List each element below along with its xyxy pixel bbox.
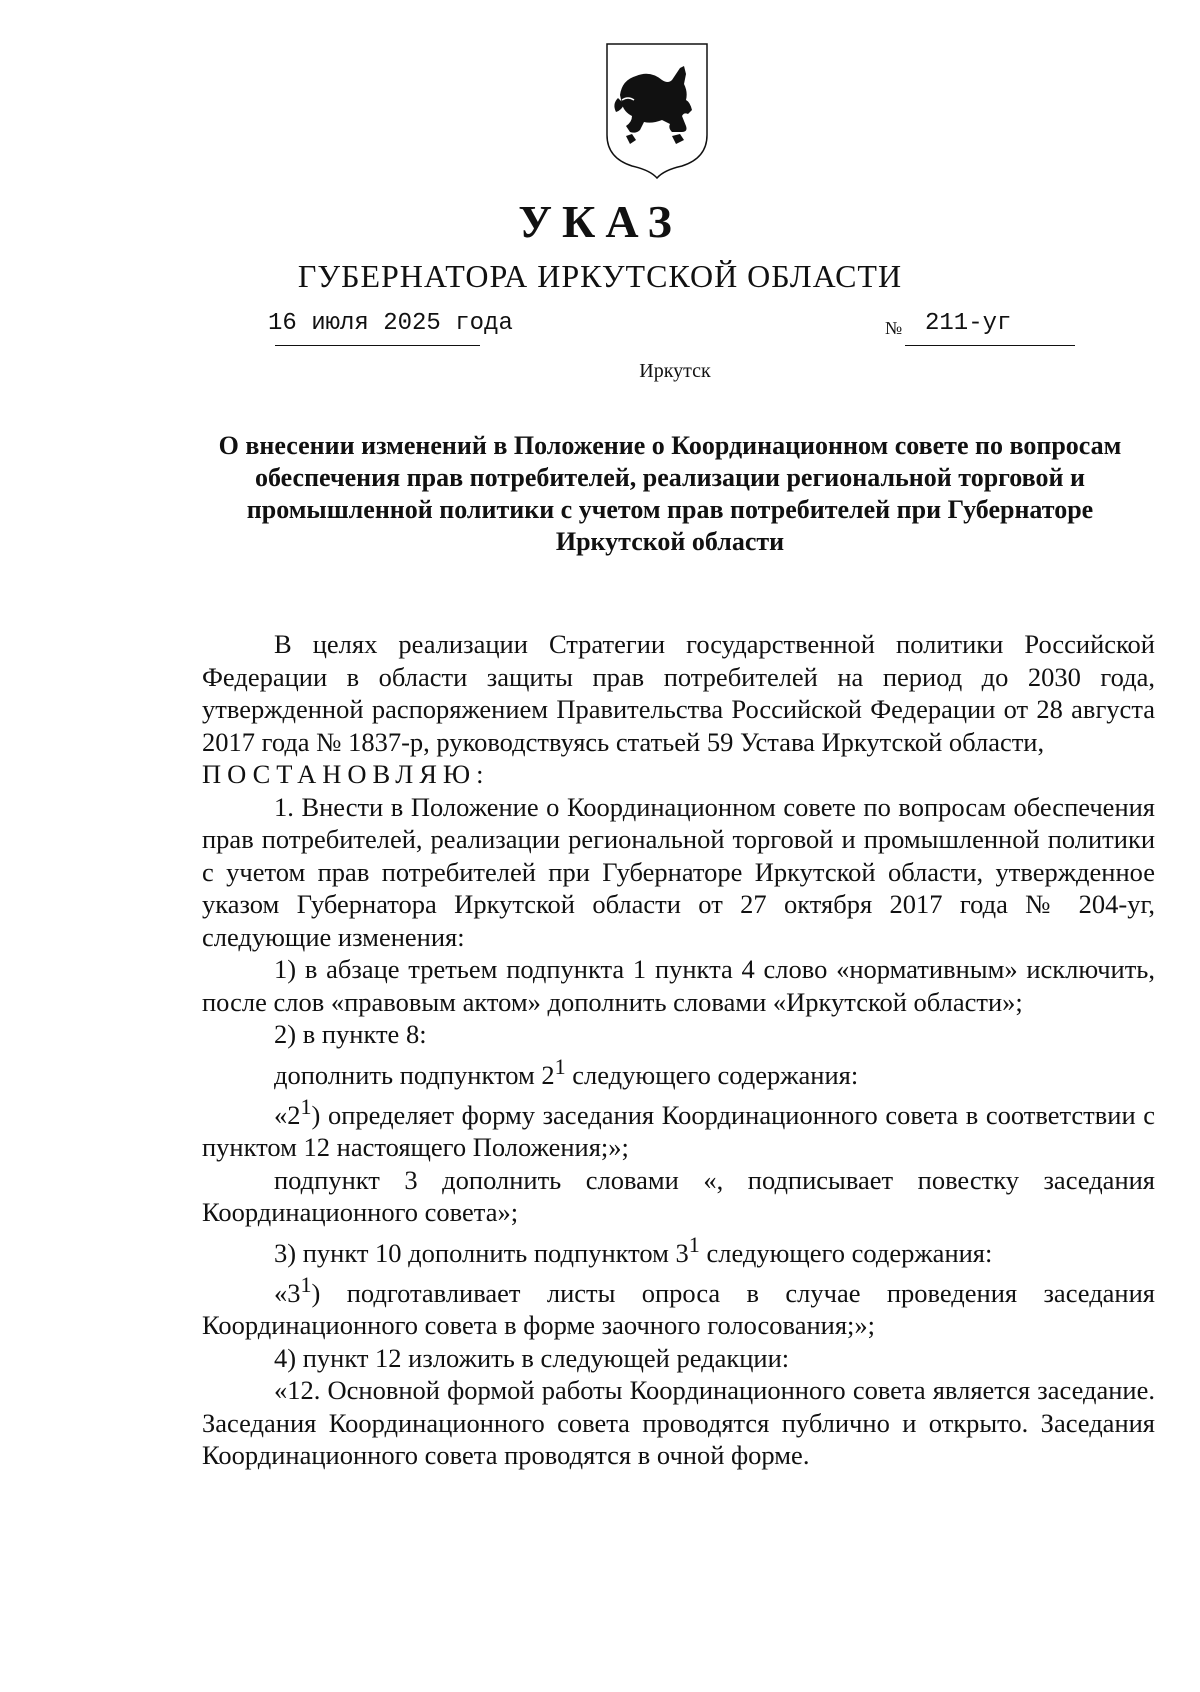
document-date: 16 июля 2025 года <box>268 310 513 337</box>
decree-word: ПОСТАНОВЛЯЮ: <box>202 759 490 789</box>
item-1-paragraph: 1. Внести в Положение о Координационном совете по вопросам обеспечения прав потребителей, реализации региональной торговой и промышленной политики с учетом прав потребителей при Губернаторе Иркутской области, утвержденное указом Губернатора Иркутской области от 27 октября 2017 года № 204-уг, следующие изменения: <box>202 791 1155 952</box>
text-fragment: «2 <box>274 1099 301 1130</box>
superscript: 1 <box>300 1271 312 1297</box>
subitem-1-paragraph: 1) в абзаце третьем подпункта 1 пункта 4 слово «нормативным» исключить, после слов «правовым актом» дополнить словами «Иркутской области»; <box>202 954 1155 1017</box>
text-fragment: дополнить подпунктом 2 <box>274 1059 555 1090</box>
document-type-title: УКАЗ <box>518 196 682 247</box>
text-fragment: следующего содержания: <box>565 1059 859 1090</box>
item-12-paragraph: «12. Основной формой работы Координационного совета является заседание. Заседания Координационного совета проводятся публично и открыто. Заседания Координационного совета проводятся в очной форме. <box>202 1375 1155 1471</box>
date-underline <box>275 345 480 346</box>
text-fragment: ) определяет форму заседания Координационного совета в соответствии с пунктом 12 настоящего Положения;»; <box>202 1099 1155 1163</box>
text-fragment: 3) пункт 10 дополнить подпунктом 3 <box>274 1237 689 1268</box>
document-number: 211-уг <box>925 310 1012 337</box>
superscript: 1 <box>554 1053 566 1079</box>
text-fragment: следующего содержания: <box>699 1237 993 1268</box>
preamble-paragraph: В целях реализации Стратегии государственной политики Российской Федерации в области защиты прав потребителей на период до 2030 года, утвержденной распоряжением Правительства Российской Федерации от 28 августа 2017 года № 1837-р, руководствуясь статьей 59 Устава Иркутской области, <box>202 629 1155 757</box>
city-label: Иркутск <box>639 360 711 382</box>
superscript: 1 <box>688 1231 700 1257</box>
number-sign: № <box>885 318 903 338</box>
subitem-2-paragraph: 2) в пункте 8: <box>274 1019 427 1049</box>
subitem-3a-paragraph <box>202 1269 1155 1342</box>
document-body <box>202 628 1155 1472</box>
text-fragment: ) подготавливает листы опроса в случае проведения заседания Координационного совета в форме заочного голосования;»; <box>202 1277 1155 1341</box>
text-fragment: «3 <box>274 1277 301 1308</box>
coat-of-arms-emblem <box>602 40 712 180</box>
subitem-2a-paragraph <box>202 1051 1155 1091</box>
number-underline <box>905 345 1075 346</box>
subitem-3-paragraph <box>202 1229 1155 1269</box>
document-heading: О внесении изменений в Положение о Координационном совете по вопросам обеспечения прав потребителей, реализации региональной торговой и промышленной политики с учетом прав потребителей при Губернаторе Иркутской области <box>218 431 1122 556</box>
superscript: 1 <box>300 1093 312 1119</box>
subitem-2c-paragraph: подпункт 3 дополнить словами «, подписывает повестку заседания Координационного совета»; <box>202 1164 1155 1228</box>
issuer-title: ГУБЕРНАТОРА ИРКУТСКОЙ ОБЛАСТИ <box>297 258 903 294</box>
subitem-4-paragraph: 4) пункт 12 изложить в следующей редакции: <box>274 1342 790 1373</box>
subitem-2b-paragraph <box>202 1091 1155 1164</box>
